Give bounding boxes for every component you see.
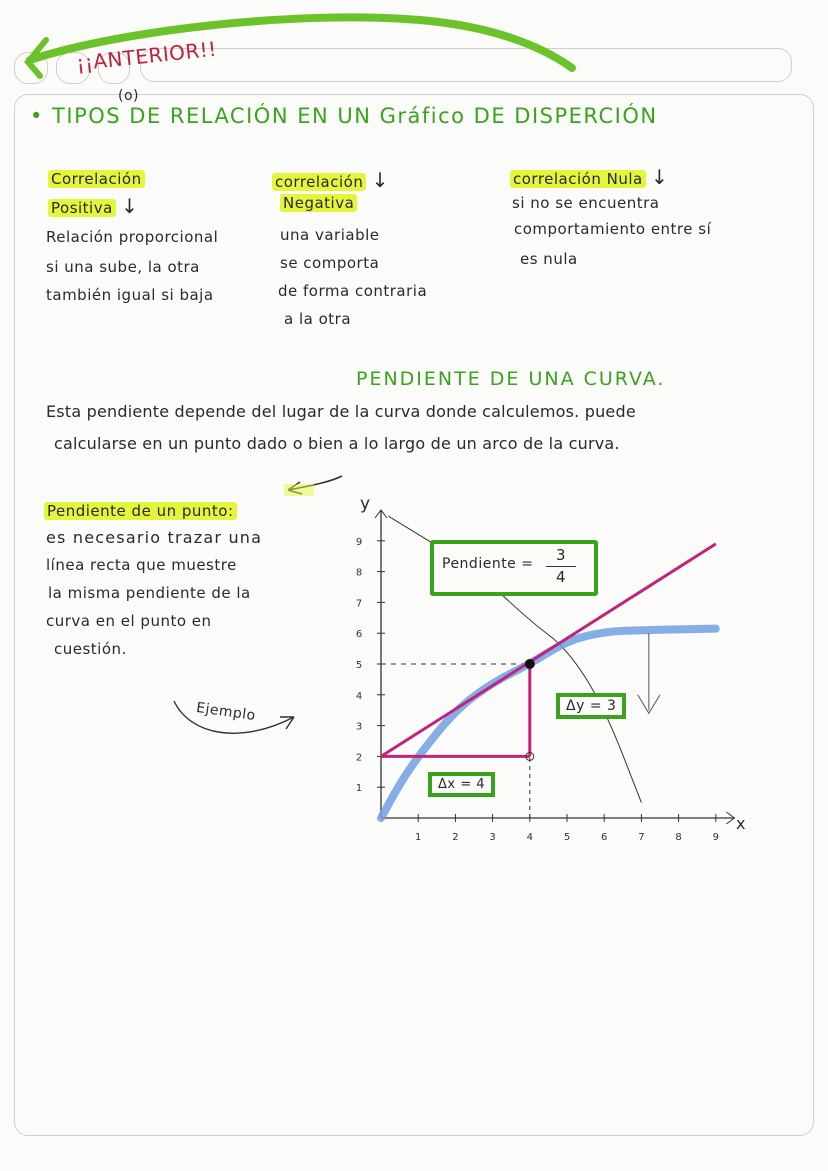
page-title: • TIPOS DE RELACIÓN EN UN Gráfico DE DISPERCIÓN [30,104,658,128]
correlation-type: Positiva [48,199,116,217]
axis-label-x: x [736,814,746,833]
text-line: curva en el punto en [46,612,212,630]
y-tick-label: 1 [355,783,363,795]
delta-y-label: Δy = 3 [556,693,626,719]
text-line: es nula [520,250,578,268]
slope-label-box [430,540,598,596]
text-line: si una sube, la otra [46,258,200,276]
arrow-down-icon [638,633,660,713]
small-note: (o) [118,88,139,104]
arrow-down-icon: ↓ [371,168,389,192]
x-tick-label: 3 [489,832,496,843]
x-tick-label: 4 [526,832,533,843]
x-tick-label: 1 [415,832,422,843]
y-tick-label: 3 [355,721,363,733]
text-line: la misma pendiente de la [48,584,251,602]
arrow-down-icon: ↓ [121,194,139,218]
x-tick-label: 6 [601,832,608,843]
text-line: calcularse en un punto dado o bien a lo largo de un arco de la curva. [54,434,620,453]
x-tick-label: 2 [452,832,459,843]
text-line: cuestión. [54,640,127,658]
text-line: Esta pendiente depende del lugar de la curva donde calculemos. puede [46,402,636,421]
arrow-down-icon: ↓ [651,165,669,189]
text-line: se comporta [280,254,380,272]
correlation-type: Negativa [280,194,357,212]
text-line: de forma contraria [278,282,428,300]
tangent-point [525,659,535,669]
x-tick-label: 5 [563,832,571,843]
y-tick-label: 5 [355,660,363,671]
y-tick-label: 9 [355,536,363,548]
correlation-title: correlación [272,173,366,191]
slope-label: Pendiente = [442,556,534,572]
y-tick-label: 2 [355,752,363,764]
correlation-title: Correlación [48,170,145,188]
y-tick-label: 6 [355,629,363,641]
text-line: a la otra [284,310,352,328]
axis-label-y: y [360,494,371,514]
slope-denominator: 4 [556,568,567,586]
x-tick-label: 9 [712,832,719,843]
slope-numerator: 3 [556,546,567,564]
text-line: línea recta que muestre [46,556,237,574]
x-tick-label: 7 [638,832,645,843]
section-title: PENDIENTE DE UNA CURVA. [356,368,666,390]
text-line: es necesario trazar una [46,528,263,547]
x-tick-label: 8 [675,832,682,843]
text-line: comportamiento entre sí [514,220,712,238]
example-label: Ejemplo [195,699,257,725]
text-line: una variable [280,226,380,244]
delta-x-label: Δx = 4 [428,772,495,797]
text-line: también igual si baja [46,286,214,304]
correlation-title: correlación Nula [510,170,646,188]
y-tick-label: 4 [355,690,363,702]
y-tick-label: 8 [355,567,363,579]
y-tick-label: 7 [355,598,363,610]
fraction-bar [546,566,576,567]
subsection-title: Pendiente de un punto: [44,502,237,520]
back-label[interactable]: ¡¡ANTERIOR!! [75,36,218,76]
text-line: Relación proporcional [46,228,219,246]
text-line: si no se encuentra [512,194,660,212]
